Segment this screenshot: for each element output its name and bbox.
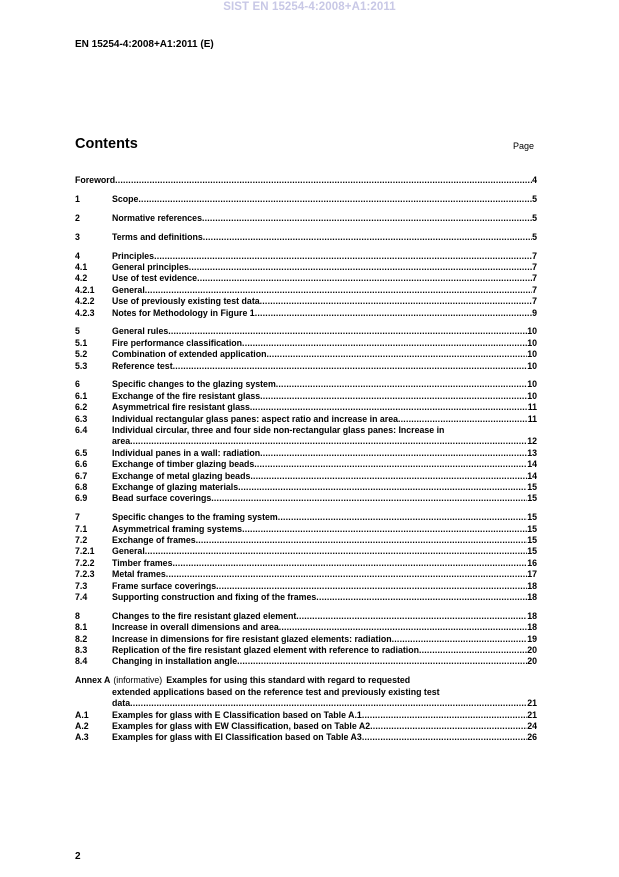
toc-entry-page: 19 (527, 633, 537, 644)
toc-entry[interactable] (75, 634, 537, 645)
toc-entry-page: 10 (527, 360, 537, 371)
leader-dots (145, 285, 532, 296)
toc-entry-title: Combination of extended application (112, 349, 267, 360)
toc-entry-page: 12 (527, 436, 537, 447)
leader-dots (203, 232, 532, 243)
toc-entry-title: Changes to the fire resistant glazed element (112, 610, 297, 621)
toc-entry[interactable] (75, 482, 537, 493)
annex-title-line1: Examples for using this standard with regard to requested (166, 675, 411, 686)
toc-entry[interactable] (75, 285, 537, 296)
toc-entry-title: Individual panes in a wall: radiation (112, 447, 261, 458)
toc-entry-page: 20 (527, 645, 537, 656)
leader-dots (392, 634, 528, 645)
toc-entry-number: 7.2.1 (75, 546, 95, 557)
toc-entry[interactable] (75, 732, 537, 743)
watermark: SIST EN 15254-4:2008+A1:2011 (223, 1, 396, 13)
toc-entry-title: Asymmetrical framing systems (112, 523, 243, 534)
toc-entry-page: 10 (527, 326, 537, 337)
toc-entry-title: Increase in dimensions for fire resistant glazed elements: radiation (112, 633, 392, 644)
toc-entry-title: Examples for glass with E Classification based on Table A.1 (112, 709, 362, 720)
leader-dots (154, 251, 532, 262)
toc-entry[interactable] (75, 622, 537, 633)
toc-entry-page: 10 (527, 390, 537, 401)
leader-dots (242, 524, 527, 535)
toc-entry[interactable] (75, 213, 537, 224)
toc-entry-title: Increase in overall dimensions and area (112, 622, 279, 633)
leader-dots (172, 558, 527, 569)
toc-entry[interactable] (75, 656, 537, 667)
toc-entry-title: General rules (112, 326, 169, 337)
toc-entry[interactable] (75, 611, 537, 622)
toc-entry[interactable] (75, 448, 537, 459)
leader-dots (255, 308, 532, 319)
toc-entry-title: Reference test (112, 360, 173, 371)
leader-dots (260, 296, 532, 307)
toc-entry-title: Specific changes to the glazing system (112, 379, 276, 390)
page-column-label: Page (513, 141, 535, 151)
toc-entry-title: Examples for glass with EW Classification, based on Table A2 (112, 720, 371, 731)
toc-entry-number: 4 (75, 250, 80, 261)
leader-dots (211, 493, 527, 504)
toc-entry[interactable] (75, 425, 537, 436)
leader-dots (260, 448, 527, 459)
toc-entry-page: 15 (527, 481, 537, 492)
leader-dots (115, 175, 532, 186)
leader-dots (276, 379, 527, 390)
toc-entry[interactable] (75, 296, 537, 307)
toc-entry[interactable] (75, 273, 537, 284)
toc-entry-page: 15 (527, 512, 537, 523)
toc-entry-title: Exchange of metal glazing beads (112, 470, 251, 481)
toc-entry-title: Examples for glass with EI Classification based on Table A3 (112, 732, 362, 743)
toc-entry-page: 5 (532, 231, 537, 242)
toc-entry[interactable] (75, 546, 537, 557)
toc-entry-number: 6 (75, 379, 80, 390)
leader-dots (250, 402, 528, 413)
toc-entry-page: 11 (527, 413, 537, 424)
toc-entry[interactable] (75, 308, 537, 319)
toc-entry[interactable] (75, 402, 537, 413)
toc-entry-title: General (112, 546, 145, 557)
toc-entry-number: 7.2 (75, 535, 88, 546)
toc-entry[interactable] (75, 721, 537, 732)
toc-entry-title: Terms and definitions (112, 231, 203, 242)
toc-entry[interactable] (75, 558, 537, 569)
toc-entry-title: Normative references (112, 212, 202, 223)
toc-entry-number: 6.8 (75, 481, 88, 492)
toc-entry[interactable] (75, 581, 537, 592)
leader-dots (238, 482, 527, 493)
toc-entry-title: Exchange of frames (112, 535, 196, 546)
toc-entry-title: Foreword (75, 175, 116, 185)
toc-entry-title-continued: area (112, 436, 131, 447)
toc-entry[interactable] (75, 361, 537, 372)
toc-entry-number: 4.1 (75, 261, 88, 272)
toc-entry-number: A.1 (75, 709, 89, 720)
toc-entry-page: 16 (527, 557, 537, 568)
toc-entry-title: Replication of the fire resistant glazed element with reference to radiation (112, 645, 419, 656)
toc-entry-title: General principles (112, 261, 189, 272)
toc-entry[interactable] (75, 592, 537, 603)
toc-entry-title: Specific changes to the framing system (112, 512, 278, 523)
toc-entry-number: 4.2.2 (75, 296, 95, 307)
leader-dots (362, 732, 527, 743)
toc-entry-page: 15 (527, 493, 537, 504)
annex-type: (informative) (113, 675, 163, 686)
toc-entry[interactable] (75, 262, 537, 273)
toc-entry-page: 11 (527, 402, 537, 413)
leader-dots (216, 581, 527, 592)
leader-dots (168, 326, 527, 337)
toc-entry-page: 15 (527, 523, 537, 534)
leader-dots (242, 338, 527, 349)
annex-title-line2: extended applications based on the reference test and previously existing test (112, 686, 440, 697)
toc-entry-number: A.3 (75, 732, 89, 743)
leader-dots (237, 656, 527, 667)
toc-entry-title: Asymmetrical fire resistant glass (112, 402, 250, 413)
toc-entry-title: General (112, 284, 145, 295)
toc-entry-title: Principles (112, 250, 155, 261)
toc-entry-continuation[interactable] (75, 436, 537, 447)
leader-dots (166, 569, 527, 580)
contents-heading: Contents (75, 136, 138, 152)
toc-entry-page: 20 (527, 656, 537, 667)
toc-entry-number: 6.2 (75, 402, 88, 413)
toc-entry[interactable] (75, 645, 537, 656)
toc-entry-title: Exchange of the fire resistant glass (112, 390, 261, 401)
document-id-header: EN 15254-4:2008+A1:2011 (E) (75, 39, 214, 50)
toc-entry-title: Exchange of glazing materials (112, 481, 239, 492)
toc-entry[interactable] (75, 251, 537, 262)
annex-heading-line2 (75, 687, 537, 698)
toc-entry-title: Individual rectangular glass panes: aspect ratio and increase in area (112, 413, 399, 424)
toc-entry[interactable] (75, 414, 537, 425)
toc-entry-number: 5 (75, 326, 80, 337)
toc-entry-page: 7 (532, 250, 537, 261)
leader-dots (130, 698, 527, 709)
toc-entry-title: Use of test evidence (112, 273, 198, 284)
toc-entry-page: 10 (527, 349, 537, 360)
toc-entry-number: A.2 (75, 720, 89, 731)
leader-dots (145, 546, 527, 557)
toc-entry-page: 13 (527, 447, 537, 458)
toc-entry[interactable] (75, 524, 537, 535)
toc-entry-number: 5.3 (75, 360, 88, 371)
toc-entry-number: 5.1 (75, 337, 88, 348)
toc-entry-page: 21 (527, 709, 537, 720)
leader-dots (370, 721, 527, 732)
toc-entry-page: 7 (532, 296, 537, 307)
toc-entry-page: 14 (527, 470, 537, 481)
leader-dots (189, 262, 532, 273)
toc-entry-number: 8 (75, 610, 80, 621)
toc-entry[interactable] (75, 194, 537, 205)
toc-entry-page: 15 (527, 546, 537, 557)
toc-entry-page: 18 (527, 622, 537, 633)
toc-entry-title: Use of previously existing test data (112, 296, 260, 307)
annex-page: 21 (527, 698, 537, 709)
toc-entry[interactable] (75, 471, 537, 482)
toc-entry-page: 15 (527, 535, 537, 546)
toc-entry[interactable] (75, 512, 537, 523)
toc-entry[interactable] (75, 326, 537, 337)
toc-entry[interactable] (75, 391, 537, 402)
toc-entry-page: 18 (527, 610, 537, 621)
toc-entry-page: 7 (532, 261, 537, 272)
leader-dots (266, 349, 527, 360)
toc-entry-foreword[interactable] (75, 175, 537, 186)
toc-entry-number: 6.7 (75, 470, 88, 481)
leader-dots (278, 512, 527, 523)
toc-entry-title: Exchange of timber glazing beads (112, 459, 255, 470)
toc-entry-number: 3 (75, 231, 80, 242)
toc-entry-number: 6.5 (75, 447, 88, 458)
table-of-contents (75, 175, 537, 744)
toc-entry-number: 6.4 (75, 425, 88, 436)
toc-entry-number: 4.2 (75, 273, 88, 284)
toc-entry-title: Fire performance classification (112, 337, 243, 348)
toc-entry[interactable] (75, 535, 537, 546)
leader-dots (398, 414, 528, 425)
toc-entry[interactable] (75, 379, 537, 390)
toc-entry-page: 18 (527, 580, 537, 591)
toc-entry-number: 7 (75, 512, 80, 523)
leader-dots (296, 611, 527, 622)
annex-label: Annex A (75, 675, 111, 686)
annex-title-line3: data (112, 698, 131, 709)
toc-entry-number: 6.3 (75, 413, 88, 424)
leader-dots (260, 391, 527, 402)
toc-entry-number: 5.2 (75, 349, 88, 360)
toc-entry-number: 7.2.2 (75, 557, 95, 568)
toc-entry[interactable] (75, 459, 537, 470)
toc-entry-page: 18 (527, 592, 537, 602)
toc-entry-page: 10 (527, 337, 537, 348)
toc-entry-number: 7.1 (75, 523, 88, 534)
toc-entry-title: Individual circular, three and four side non-rectangular glass panes: Increase in (112, 425, 445, 436)
leader-dots (316, 592, 527, 603)
leader-dots (138, 194, 532, 205)
toc-entry-number: 2 (75, 212, 80, 223)
toc-entry-number: 6.9 (75, 493, 88, 504)
page-number: 2 (75, 851, 81, 862)
toc-entry-title: Metal frames (112, 569, 166, 580)
toc-entry-title: Bead surface coverings (112, 493, 212, 504)
toc-entry-title: Scope (112, 193, 139, 204)
toc-entry-number: 8.4 (75, 656, 88, 667)
annex-entries (75, 710, 537, 744)
toc-entry-page: 26 (527, 732, 537, 743)
toc-entry-page: 9 (532, 307, 537, 318)
leader-dots (173, 361, 528, 372)
toc-entry-page: 4 (532, 175, 537, 185)
toc-entry-number: 8.1 (75, 622, 88, 633)
toc-entry[interactable] (75, 493, 537, 504)
annex-heading-line1[interactable] (75, 675, 537, 686)
leader-dots (254, 459, 527, 470)
toc-entry-title: Supporting construction and fixing of the frames (112, 592, 317, 602)
leader-dots (196, 535, 528, 546)
toc-entry[interactable] (75, 569, 537, 580)
toc-entry-page: 5 (532, 193, 537, 204)
toc-entry-page: 14 (527, 459, 537, 470)
toc-entry-page: 7 (532, 273, 537, 284)
toc-entry-title: Frame surface coverings (112, 580, 217, 591)
toc-entry-number: 6.6 (75, 459, 88, 470)
toc-entry-title: Changing in installation angle (112, 656, 238, 667)
toc-entry-page: 24 (527, 720, 537, 731)
toc-entry-number: 4.2.3 (75, 307, 95, 318)
toc-entry-page: 17 (527, 569, 537, 580)
toc-entry-number: 7.3 (75, 580, 88, 591)
leader-dots (250, 471, 527, 482)
toc-entry-number: 8.3 (75, 645, 88, 656)
toc-entry-number: 6.1 (75, 390, 88, 401)
toc-entries (75, 194, 537, 668)
toc-entry-number: 7.4 (75, 592, 88, 602)
toc-annex (75, 675, 537, 743)
leader-dots (197, 273, 532, 284)
leader-dots (419, 645, 527, 656)
toc-entry[interactable] (75, 349, 537, 360)
toc-entry-number: 7.2.3 (75, 569, 95, 580)
leader-dots (202, 213, 532, 224)
annex-heading-line3[interactable] (75, 698, 537, 709)
toc-entry-page: 5 (532, 212, 537, 223)
leader-dots (130, 436, 527, 447)
toc-entry-page: 7 (532, 284, 537, 295)
toc-entry-number: 4.2.1 (75, 284, 95, 295)
toc-entry-number: 1 (75, 193, 80, 204)
toc-entry-title: Timber frames (112, 557, 173, 568)
toc-entry-page: 10 (527, 379, 537, 390)
toc-entry[interactable] (75, 232, 537, 243)
leader-dots (362, 710, 527, 721)
toc-entry-title: Notes for Methodology in Figure 1 (112, 307, 255, 318)
toc-entry[interactable] (75, 338, 537, 349)
toc-entry[interactable] (75, 710, 537, 721)
leader-dots (279, 622, 527, 633)
toc-entry-number: 8.2 (75, 633, 88, 644)
